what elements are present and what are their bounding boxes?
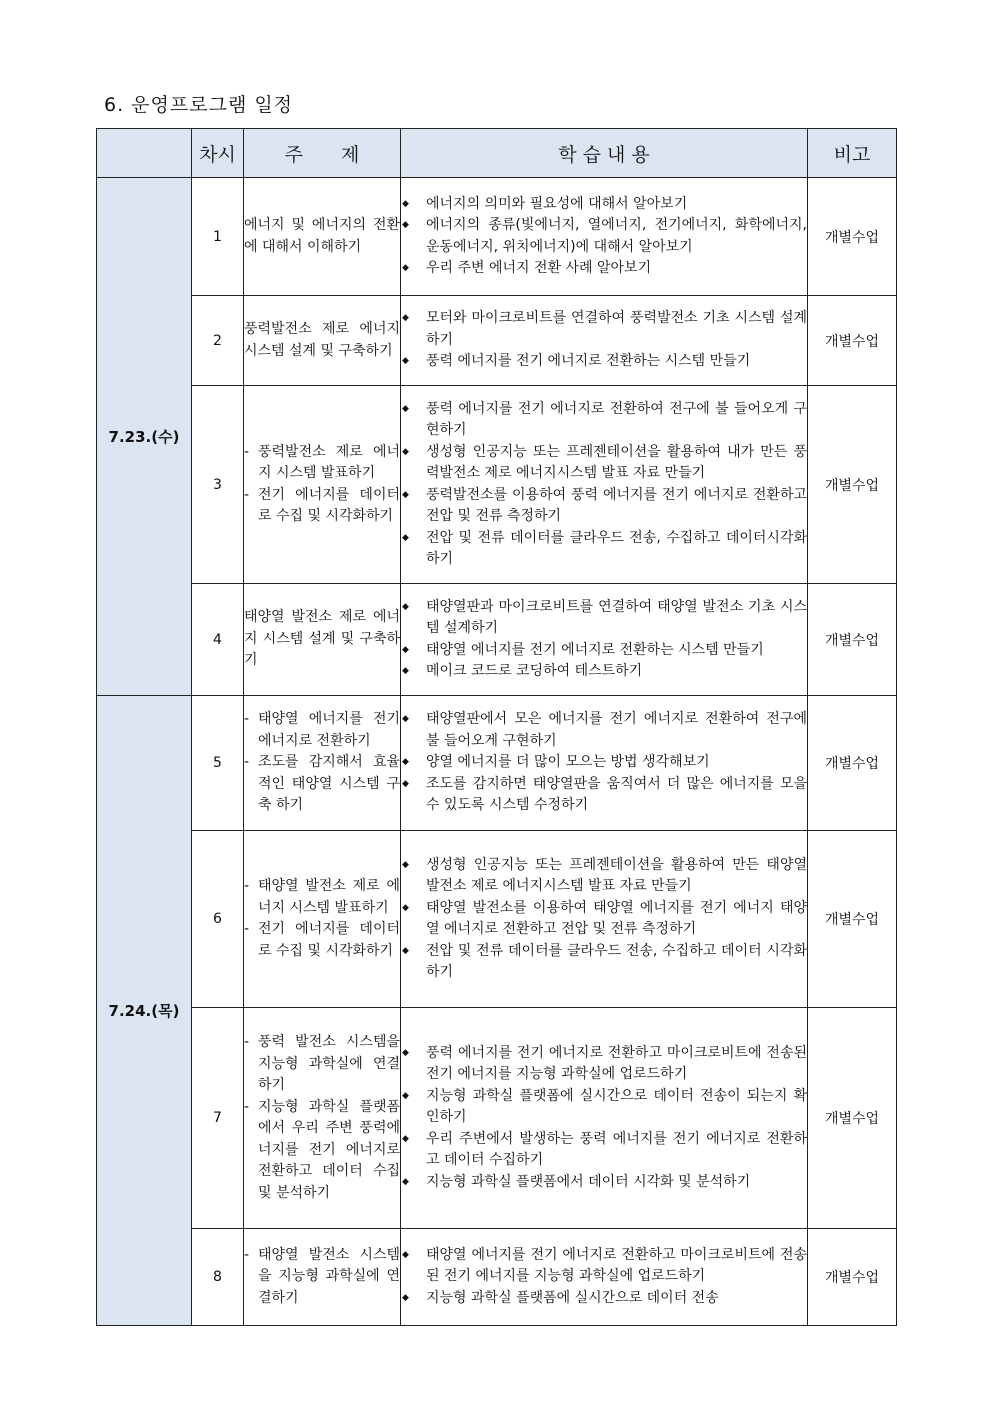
diamond-bullet-icon: ◆ [402,489,409,500]
content-item-text: 태양열 발전소를 이용하여 태양열 에너지를 전기 에너지 태양열 에너지로 전환하고 전압 및 전류 측정하기 [426,899,807,937]
content-item-text: 풍력발전소를 이용하여 풍력 에너지를 전기 에너지로 전환하고 전압 및 전류 측정하기 [426,486,807,524]
topic-header: 주 제 [244,129,401,178]
content-item-text: 태양열판과 마이크로비트를 연결하여 태양열 발전소 기초 시스템 설계하기 [426,598,807,636]
diamond-bullet-icon: ◆ [402,1176,409,1187]
topic-item [244,442,400,485]
topic-item-text: 지능형 과학실 플랫폼에서 우리 주변 풍력에너지를 전기 에너지로 전환하고 데이터 수집 및 분석하기 [258,1098,400,1201]
session-header: 차시 [192,129,244,178]
table-row [97,1008,897,1229]
content-item [401,752,807,774]
content-item-text: 생성형 인공지능 또는 프레젠테이션을 활용하여 내가 만든 풍력발전소 제로 에너지시스템 발표 자료 만들기 [426,443,807,481]
content-item-text: 양열 에너지를 더 많이 모으는 방법 생각해보기 [426,754,710,771]
content-cell [401,296,808,386]
topic-item [244,485,400,528]
content-item [401,774,807,817]
topic-item [244,876,400,919]
content-item-text: 우리 주변에서 발생하는 풍력 에너지를 전기 에너지로 전환하고 데이터 수집하기 [426,1130,807,1169]
session-number: 8 [192,1229,244,1326]
diamond-bullet-icon: ◆ [402,666,409,676]
topic-item-text: 풍력발전소 제로 에너지 시스템 발표하기 [258,443,400,481]
content-item-text: 메이크 코드로 코딩하여 테스트하기 [426,663,643,679]
content-list [401,1043,807,1194]
dash-marker: - [244,1246,250,1263]
diamond-bullet-icon: ◆ [402,945,409,956]
date-cell: 7.23.(수) [97,178,192,696]
content-item-text: 조도를 감지하면 태양열판을 움직여서 더 많은 에너지를 모을 수 있도록 시스템 수정하기 [426,775,807,814]
note-cell: 개별수업 [808,178,897,296]
session-number: 5 [192,696,244,831]
diamond-bullet-icon: ◆ [402,1133,409,1144]
topic-cell [244,696,401,831]
session-number: 7 [192,1008,244,1229]
topic-item [244,1245,400,1310]
table-row [97,296,897,386]
topic-cell [244,1229,401,1326]
diamond-bullet-icon: ◆ [402,859,409,870]
topic-item [244,752,400,817]
dash-marker: - [244,443,250,460]
topic-cell [244,831,401,1008]
diamond-bullet-icon: ◆ [402,644,409,655]
dash-marker: - [244,878,250,894]
dash-marker: - [244,486,250,503]
content-item [401,485,807,528]
content-item [401,308,807,351]
content-item [401,898,807,941]
diamond-bullet-icon: ◆ [402,198,409,209]
topic-item [244,919,400,962]
topic-item [244,1032,400,1097]
diamond-bullet-icon: ◆ [402,1249,409,1260]
content-item [401,528,807,571]
content-item [401,640,807,662]
content-cell [401,831,808,1008]
dash-marker: - [244,1098,250,1115]
content-item-text: 에너지의 의미와 필요성에 대해서 알아보기 [426,195,688,212]
topic-cell [244,584,401,696]
table-row [97,178,897,296]
topic-text: 풍력발전소 제로 에너지 시스템 설계 및 구축하기 [244,321,400,359]
session-number: 3 [192,386,244,584]
date-cell: 7.24.(목) [97,696,192,1326]
topic-cell [244,386,401,584]
diamond-bullet-icon: ◆ [402,902,409,913]
session-number: 2 [192,296,244,386]
content-item-text: 전압 및 전류 데이터를 클라우드 전송, 수집하고 데이터 시각화하기 [426,942,807,980]
content-item-text: 모터와 마이크로비트를 연결하여 풍력발전소 기초 시스템 설계하기 [426,310,807,348]
topic-cell [244,296,401,386]
diamond-bullet-icon: ◆ [402,220,409,230]
content-cell [401,386,808,584]
content-cell [401,178,808,296]
topic-text: 태양열 발전소 제로 에너지 시스템 설계 및 구축하기 [244,609,400,669]
diamond-bullet-icon: ◆ [402,403,409,414]
diamond-bullet-icon: ◆ [402,1047,409,1058]
content-item-text: 에너지의 종류(빛에너지, 열에너지, 전기에너지, 화학에너지, 운동에너지, 위치에너지)에 대해서 알아보기 [426,217,807,255]
content-item [401,709,807,752]
note-cell: 개별수업 [808,696,897,831]
content-item [401,597,807,640]
content-item [401,1288,807,1310]
topic-item-text: 전기 에너지를 데이터로 수집 및 시각화하기 [258,486,400,524]
topic-cell [244,178,401,296]
diamond-bullet-icon: ◆ [402,263,409,273]
content-item [401,399,807,442]
diamond-bullet-icon: ◆ [402,757,409,768]
content-item-text: 전압 및 전류 데이터를 클라우드 전송, 수집하고 데이터시각화하기 [426,529,807,567]
content-item-text: 풍력 에너지를 전기 에너지로 전환하여 전구에 불 들어오게 구현하기 [426,400,807,438]
content-item [401,215,807,258]
diamond-bullet-icon: ◆ [402,778,409,789]
content-item-text: 우리 주변 에너지 전환 사례 알아보기 [426,260,652,276]
content-cell [401,696,808,831]
note-header: 비고 [808,129,897,178]
dash-marker: - [244,1034,250,1050]
content-item-text: 풍력 에너지를 전기 에너지로 전환하는 시스템 만들기 [426,353,751,370]
content-list [401,597,807,683]
content-item-text: 생성형 인공지능 또는 프레젠테이션을 활용하여 만든 태양열 발전소 제로 에너지시스템 발표 자료 만들기 [426,856,807,894]
diamond-bullet-icon: ◆ [402,601,409,612]
topic-text: 에너지 및 에너지의 전환에 대해서 이해하기 [244,217,400,255]
session-number: 6 [192,831,244,1008]
diamond-bullet-icon: ◆ [402,532,409,543]
content-item-text: 태양열판에서 모은 에너지를 전기 에너지로 전환하여 전구에 불 들어오게 구현하기 [426,711,807,749]
topic-item-text: 태양열 발전소 시스템을 지능형 과학실에 연결하기 [258,1246,400,1306]
session-number: 1 [192,178,244,296]
content-list [401,855,807,984]
header-row [97,129,897,178]
content-item [401,941,807,984]
topic-item-text: 전기 에너지를 데이터로 수집 및 시각화하기 [258,921,400,959]
note-cell: 개별수업 [808,1008,897,1229]
dash-marker: - [244,711,250,728]
content-item-text: 풍력 에너지를 전기 에너지로 전환하고 마이크로비트에 전송된 전기 에너지를 지능형 과학실에 업로드하기 [426,1044,807,1083]
content-item [401,1129,807,1172]
content-item [401,661,807,683]
content-item [401,351,807,373]
note-cell: 개별수업 [808,1229,897,1326]
content-cell [401,1229,808,1326]
topic-item-text: 조도를 감지해서 효율적인 태양열 시스템 구축 하기 [258,754,400,814]
table-row [97,1229,897,1326]
topic-item [244,709,400,752]
content-item-text: 지능형 과학실 플랫폼에서 데이터 시각화 및 분석하기 [426,1173,751,1190]
content-list [401,308,807,373]
note-cell: 개별수업 [808,584,897,696]
note-cell: 개별수업 [808,296,897,386]
content-item-text: 지능형 과학실 플랫폼에 실시간으로 데이터 전송이 되는지 확인하기 [426,1087,807,1126]
note-cell: 개별수업 [808,831,897,1008]
session-number: 4 [192,584,244,696]
content-item [401,855,807,898]
content-item [401,1172,807,1194]
content-item [401,258,807,280]
section-title: 6. 운영프로그램 일정 [104,94,294,116]
content-item [401,442,807,485]
content-list [401,194,807,280]
diamond-bullet-icon: ◆ [402,356,409,367]
content-item-text: 지능형 과학실 플랫폼에 실시간으로 데이터 전송 [426,1289,719,1306]
diamond-bullet-icon: ◆ [402,313,409,324]
date-header [97,129,192,178]
topic-item-text: 태양열 발전소 제로 에너지 시스템 발표하기 [258,878,400,916]
diamond-bullet-icon: ◆ [402,714,409,725]
diamond-bullet-icon: ◆ [402,1292,409,1303]
dash-marker: - [244,921,250,937]
diamond-bullet-icon: ◆ [402,1090,409,1101]
topic-item-text: 풍력 발전소 시스템을 지능형 과학실에 연결하기 [258,1034,400,1093]
topic-cell [244,1008,401,1229]
table-row [97,386,897,584]
content-item [401,1245,807,1288]
content-list [401,709,807,817]
content-item [401,1043,807,1086]
content-item-text: 태양열 에너지를 전기 에너지로 전환하고 마이크로비트에 전송된 전기 에너지를 지능형 과학실에 업로드하기 [426,1246,807,1285]
content-item [401,194,807,216]
schedule-table [96,128,897,1326]
dash-marker: - [244,754,250,771]
content-item-text: 태양열 에너지를 전기 에너지로 전환하는 시스템 만들기 [426,641,764,658]
content-list [401,1245,807,1310]
diamond-bullet-icon: ◆ [402,446,409,457]
note-cell: 개별수업 [808,386,897,584]
topic-item [244,1097,400,1205]
topic-item-text: 태양열 에너지를 전기 에너지로 전환하기 [258,711,400,749]
table-row [97,831,897,1008]
content-cell [401,584,808,696]
content-item [401,1086,807,1129]
content-header: 학 습 내 용 [401,129,808,178]
table-row [97,584,897,696]
table-row [97,696,897,831]
content-list [401,399,807,571]
content-cell [401,1008,808,1229]
